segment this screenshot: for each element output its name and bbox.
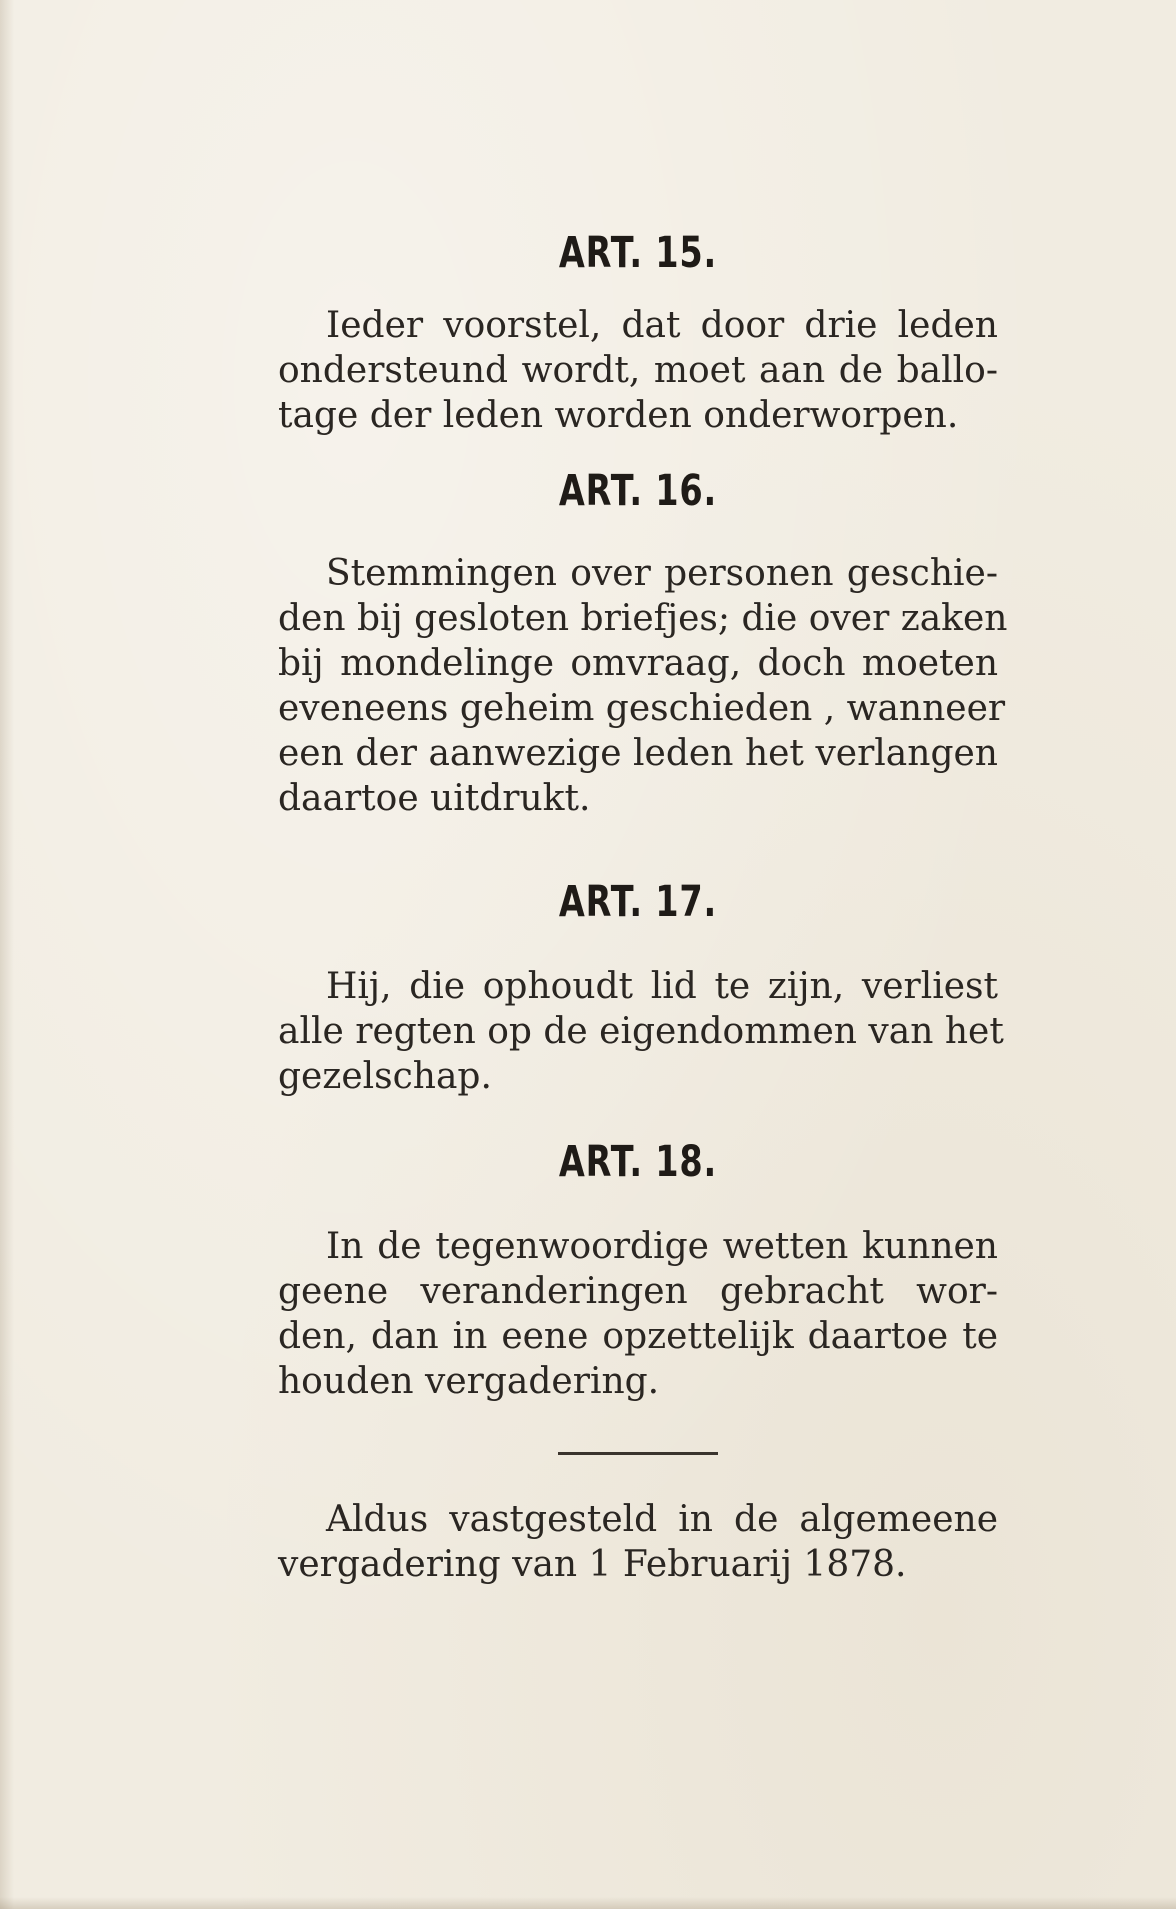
article-16-line-1: Stemmingen over personen geschie- — [326, 553, 998, 594]
article-17-body — [278, 964, 1004, 1099]
article-17-line-1: Hij, die ophoudt lid te zijn, verliest — [326, 966, 998, 1007]
article-17-line-2: alle regten op de eigendommen van het — [278, 1011, 1004, 1052]
article-15-line-2: ondersteund wordt, moet aan de ballo- — [278, 350, 998, 391]
article-18-line-4: houden vergadering. — [278, 1361, 660, 1402]
article-16-line-5: een der aanwezige leden het verlangen — [278, 733, 998, 774]
article-18-line-2: geene veranderingen gebracht wor- — [278, 1271, 998, 1312]
article-18-line-3: den, dan in eene opzettelijk daartoe te — [278, 1316, 998, 1357]
article-16-line-6: daartoe uitdrukt. — [278, 778, 591, 819]
article-15-line-1: Ieder voorstel, dat door drie leden — [326, 305, 998, 346]
text-block — [278, 228, 1008, 1587]
article-16-title: ART. 16. — [558, 466, 718, 516]
closing-statement — [278, 1497, 998, 1587]
article-15-body — [278, 303, 998, 438]
article-15-line-3: tage der leden worden onderworpen. — [278, 395, 959, 436]
article-16-body — [278, 551, 1008, 821]
article-16-line-4: eveneens geheim geschieden , wanneer — [278, 688, 1006, 729]
article-16-line-3: bij mondelinge omvraag, doch moeten — [278, 643, 998, 684]
closing-line-2: vergadering van 1 Februarij 1878. — [278, 1544, 907, 1585]
article-17-title: ART. 17. — [558, 877, 718, 927]
article-17-line-3: gezelschap. — [278, 1056, 492, 1097]
article-18-body — [278, 1224, 998, 1404]
article-18-title: ART. 18. — [558, 1137, 718, 1187]
article-15-title: ART. 15. — [558, 228, 718, 278]
section-divider — [558, 1452, 718, 1455]
closing-line-1: Aldus vastgesteld in de algemeene — [326, 1499, 998, 1540]
article-18-line-1: In de tegenwoordige wetten kunnen — [326, 1226, 998, 1267]
article-16-line-2: den bij gesloten briefjes; die over zaken — [278, 598, 1008, 639]
